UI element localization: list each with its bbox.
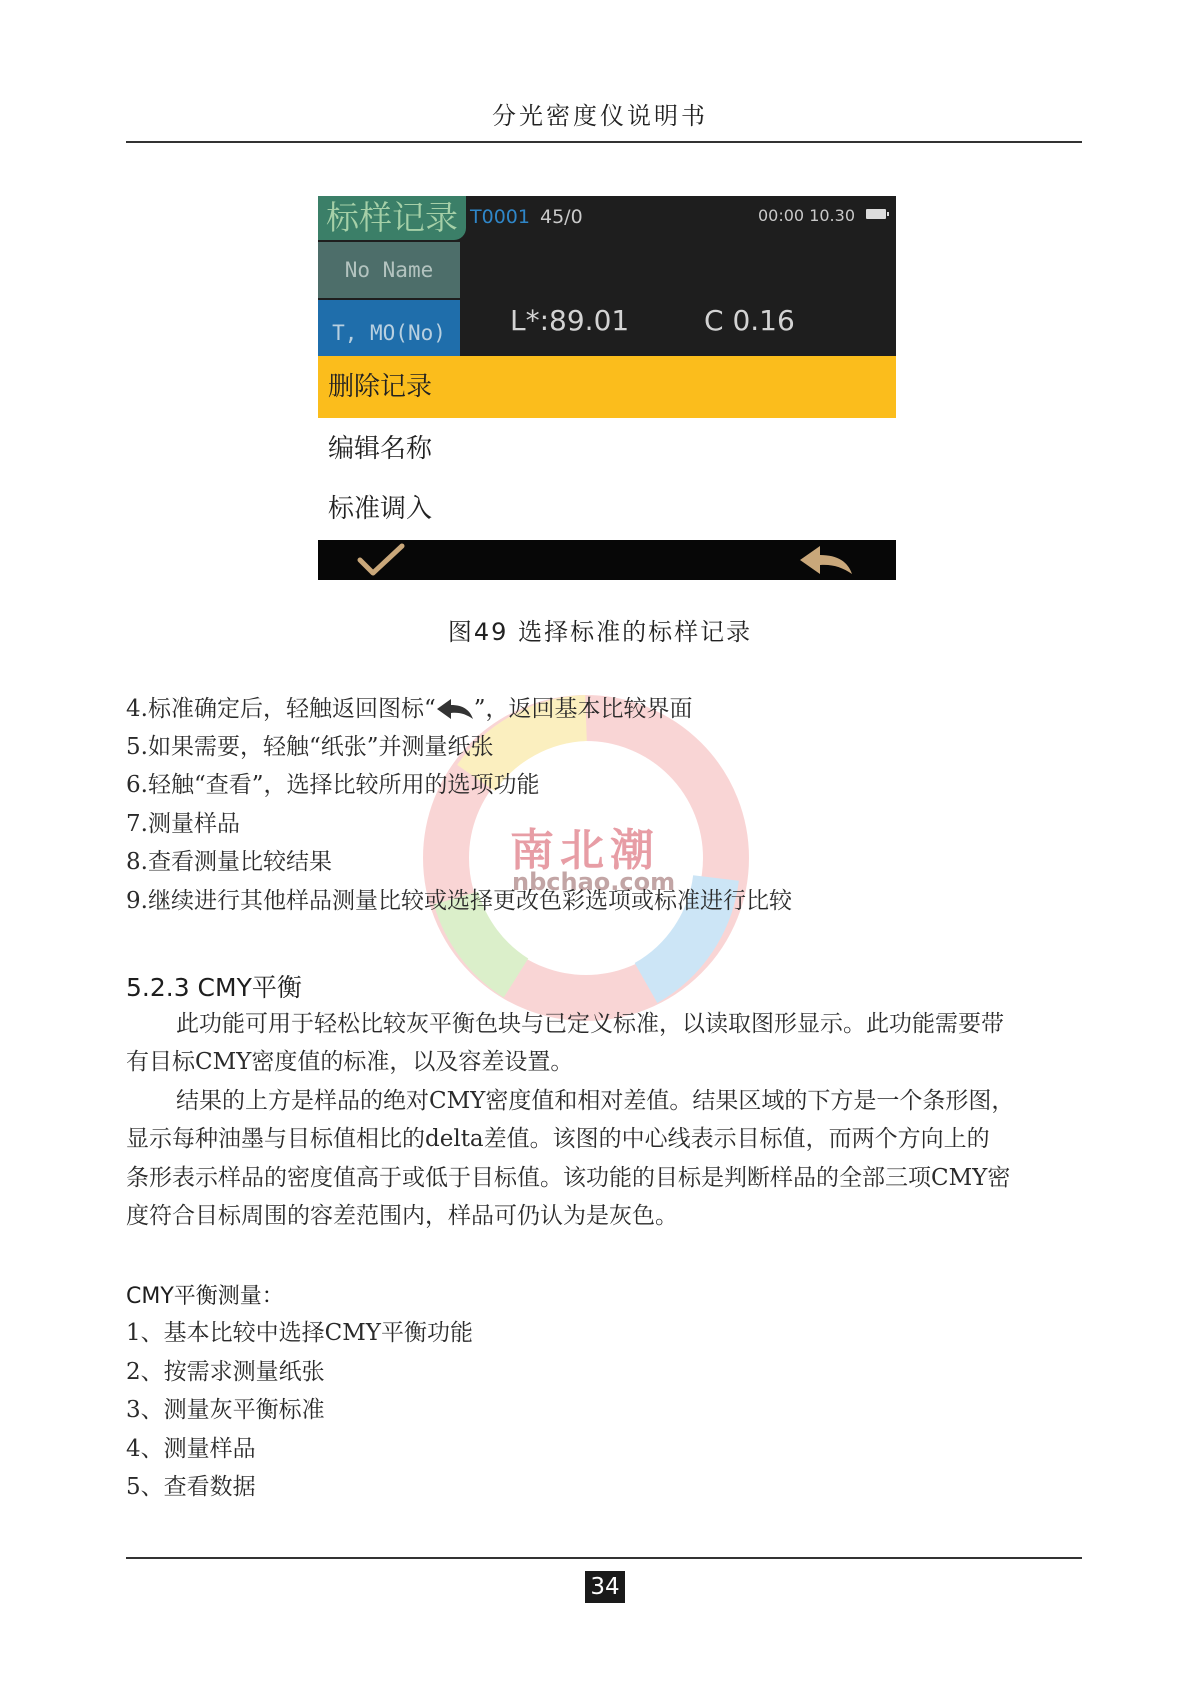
measurement-step: 1、基本比较中选择CMY平衡功能 (126, 1320, 473, 1346)
footer-rule (126, 1557, 1082, 1559)
record-id: T0001 (470, 206, 530, 228)
battery-icon (866, 209, 886, 219)
screen-action-bar (318, 540, 896, 580)
l-value-readout: L*:89.01 (510, 304, 630, 337)
step-6: 6.轻触“查看”，选择比较所用的选项功能 (126, 772, 540, 798)
section-heading: 5.2.3 CMY平衡 (126, 973, 302, 1002)
step-7: 7.测量样品 (126, 811, 240, 837)
sample-name[interactable]: No Name (318, 242, 460, 298)
step-9: 9.继续进行其他样品测量比较或选择更改色彩选项或标准进行比较 (126, 888, 792, 914)
watermark-brand: 南北潮 (510, 825, 660, 876)
step-4 (126, 690, 692, 723)
measurement-step: 2、按需求测量纸张 (126, 1359, 325, 1385)
step-8: 8.查看测量比较结果 (126, 849, 332, 875)
page-number: 34 (585, 1571, 625, 1603)
measurement-step: 4、测量样品 (126, 1436, 256, 1462)
step-4-after: ”，返回基本比较界面 (473, 696, 693, 722)
paragraph-2-line-3: 条形表示样品的密度值高于或低于目标值。该功能的目标是判断样品的全部三项CMY密 (126, 1165, 1011, 1191)
checkmark-icon[interactable] (356, 542, 406, 578)
device-screen-figure (318, 196, 896, 580)
screen-status-panel (318, 196, 896, 356)
measure-mode[interactable]: T, MO(No) (318, 300, 460, 356)
back-arrow-icon (436, 698, 474, 720)
screen-time: 00:00 10.30 (758, 206, 855, 225)
menu-item-load-standard[interactable]: 标准调入 (318, 478, 896, 540)
paragraph-2-line-4: 度符合目标周围的容差范围内，样品可仍认为是灰色。 (126, 1203, 678, 1229)
screen-tab-title[interactable]: 标样记录 (318, 196, 466, 240)
menu-item-edit-name[interactable]: 编辑名称 (318, 418, 896, 480)
step-4-before: 4.标准确定后，轻触返回图标“ (126, 696, 436, 722)
back-arrow-icon[interactable] (798, 544, 856, 576)
header-rule (126, 141, 1082, 143)
figure-caption: 图49 选择标准的标样记录 (447, 618, 753, 646)
menu-item-delete-record[interactable]: 删除记录 (318, 356, 896, 418)
step-5: 5.如果需要，轻触“纸张”并测量纸张 (126, 734, 494, 760)
document-header-title: 分光密度仪说明书 (492, 102, 708, 130)
watermark-site: nbchao.com (512, 868, 676, 896)
paragraph-2-line-2: 显示每种油墨与目标值相比的delta差值。该图的中心线表示目标值，而两个方向上的 (126, 1126, 990, 1152)
measurement-title: CMY平衡测量： (126, 1284, 284, 1309)
paragraph-1-line-2: 有目标CMY密度值的标准，以及容差设置。 (126, 1049, 574, 1075)
measurement-step: 3、测量灰平衡标准 (126, 1397, 325, 1423)
c-value-readout: C 0.16 (704, 304, 795, 337)
paragraph-2-line-1: 结果的上方是样品的绝对CMY密度值和相对差值。结果区域的下方是一个条形图， (176, 1088, 1015, 1114)
record-count: 45/0 (540, 206, 583, 228)
measurement-step: 5、查看数据 (126, 1474, 256, 1500)
paragraph-1-line-1: 此功能可用于轻松比较灰平衡色块与已定义标准，以读取图形显示。此功能需要带 (176, 1011, 1004, 1037)
